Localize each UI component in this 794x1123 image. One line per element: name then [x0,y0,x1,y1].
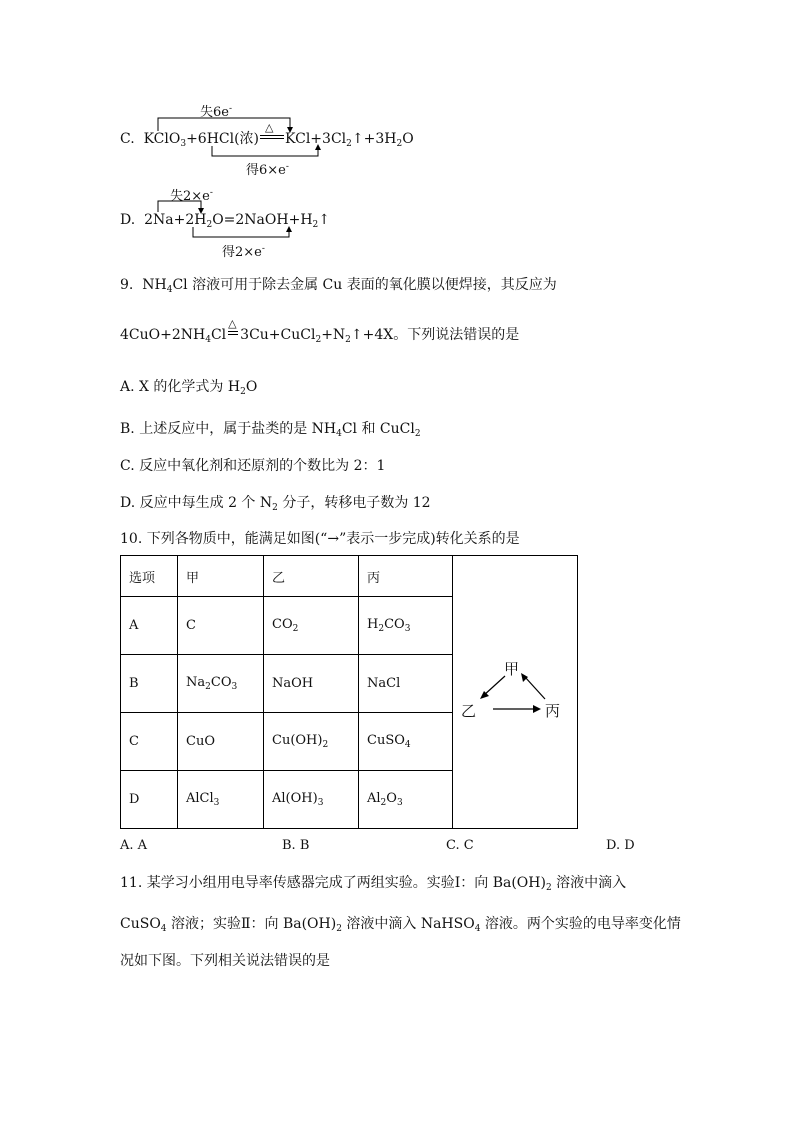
diagram-bing: 丙 [545,702,561,720]
q10-answer-c: C. C [446,838,474,853]
q10-answer-a: A. A [120,838,148,853]
q9-option-a: A. X 的化学式为 $H_2O$ [120,379,258,397]
row-a-option: A [121,597,178,655]
header-yi: 乙 [264,556,359,597]
row-a-jia: C [178,597,264,655]
diagram-jia: 甲 [504,660,520,678]
q10-options-table [120,555,578,829]
row-d-jia: AlCl$_3$ [178,771,264,829]
q9-option-b: B. 上述反应中，属于盐类的是 $NH_4Cl$ 和 CuCl$_2$ [120,421,421,439]
diagram-yi: 乙 [461,702,477,720]
q10-answer-d: D. D [606,838,635,853]
row-b-jia: $Na_2CO_3$ [178,655,264,713]
row-d-option: D [121,771,178,829]
optD-gain-label: 得2×e- [222,244,265,260]
row-c-bing: CuSO$_4$ [359,713,453,771]
header-option: 选项 [121,556,178,597]
q11-line-2: CuSO$_4$ 溶液；实验Ⅱ：向 $Ba(OH)_2$ 溶液中滴入 NaHSO$_4$ 溶液。两个实验的电导率变化情 [120,916,681,934]
q10-stem: 10. 下列各物质中，能满足如图(“→”表示一步完成)转化关系的是 [120,531,520,547]
optD-lose-label: 失2×e- [170,188,213,204]
optC-equation: C. KClO$_3$+6HCl(浓) △ $KCl+3Cl_2↑+3H_2O$ [120,121,414,149]
optD-equation: D. $2Na+2H_2O=2NaOH+H_2↑$ [120,212,330,230]
row-b-option: B [121,655,178,713]
conversion-diagram-cell [453,556,578,829]
row-c-jia: CuO [178,713,264,771]
row-d-bing: $Al_2O_3$ [359,771,453,829]
q11-line-1: 11. 某学习小组用电导率传感器完成了两组实验。实验Ⅰ：向 $Ba(OH)_2$ 溶液中滴入 [120,875,627,893]
q11-line-3: 况如下图。下列相关说法错误的是 [120,953,330,969]
header-bing: 丙 [359,556,453,597]
q9-option-d: D. 反应中每生成 2 个 $N_2$ 分子，转移电子数为 12 [120,495,431,513]
q9-equation: $4CuO+2NH_4Cl$ △ $3Cu+CuCl_2+N_2↑+4X$。下列说法错误的是 [120,317,520,345]
row-d-yi: $Al(OH)_3$ [264,771,359,829]
q10-answer-b: B. B [282,838,310,853]
optC-lose-label: 失6e- [200,104,233,120]
row-c-yi: $Cu(OH)_2$ [264,713,359,771]
row-a-bing: $H_2CO_3$ [359,597,453,655]
row-c-option: C [121,713,178,771]
row-a-yi: $CO_2$ [264,597,359,655]
optC-gain-label: 得6×e- [246,162,289,178]
header-jia: 甲 [178,556,264,597]
q9-stem: 9. $NH_4Cl$ 溶液可用于除去金属 Cu 表面的氧化膜以便焊接，其反应为 [120,277,557,295]
row-b-bing: NaCl [359,655,453,713]
q9-option-c: C. 反应中氧化剂和还原剂的个数比为 2：1 [120,458,386,474]
row-b-yi: NaOH [264,655,359,713]
